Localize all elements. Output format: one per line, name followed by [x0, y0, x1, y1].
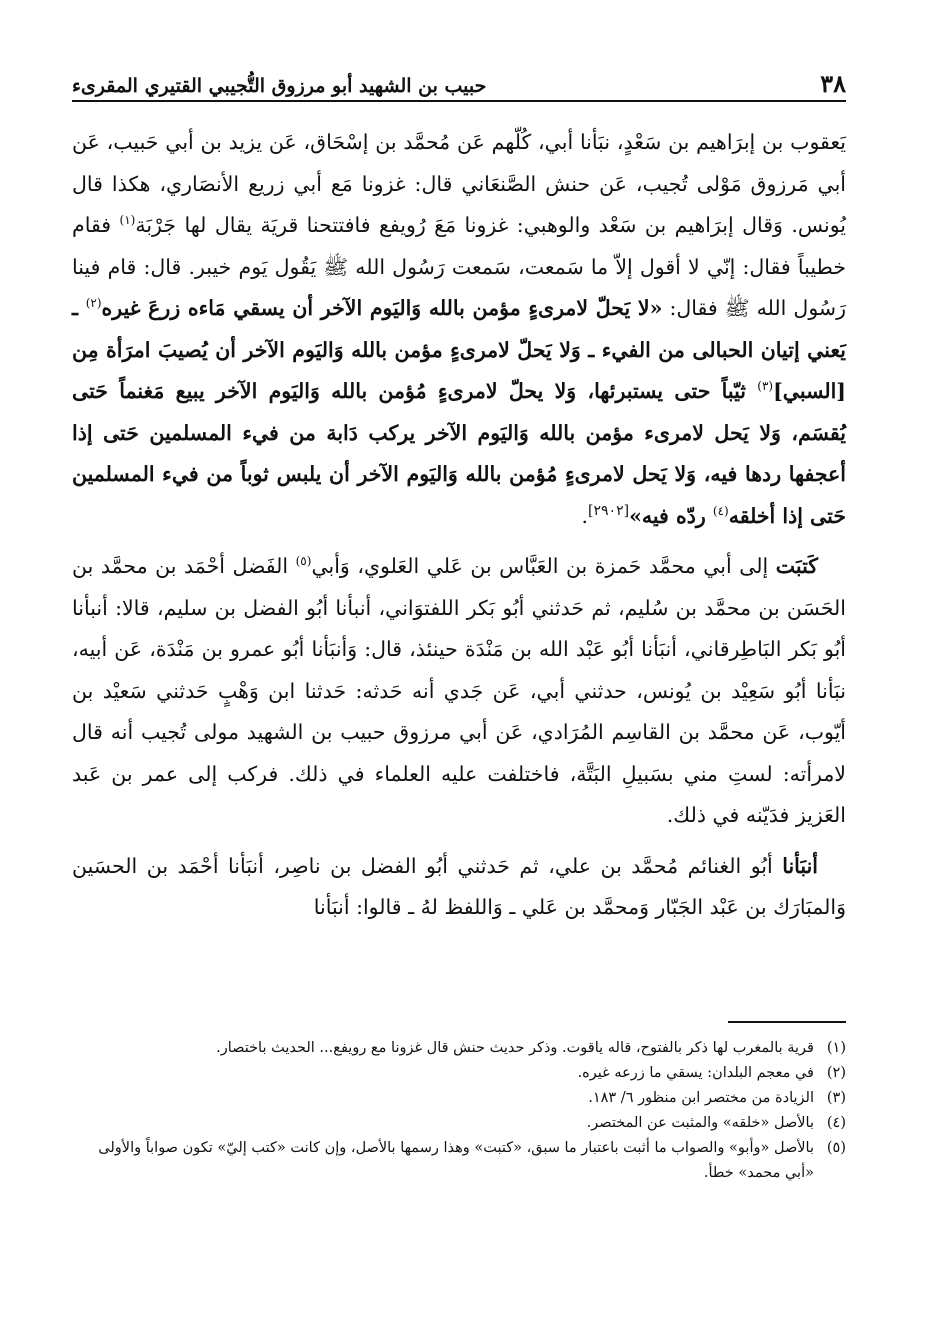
- footnote-number: (٥): [826, 1140, 846, 1156]
- running-title: حبيب بن الشهيد أبو مرزوق التُّجيبي القتيري المقرىء: [72, 75, 487, 97]
- footnote-text: الزيادة من مختصر ابن منظور ٦/ ١٨٣.: [588, 1090, 814, 1106]
- paragraph-text: أبُو الغنائم مُحمَّد بن علي، ثم حَدثني أبُو الفضل بن ناصِر، أنبَأنا أحْمَد بن الحسَين وَالمبَارَك بن عَبْد الجَبّار وَمحمَّد بن عَلي ـ وَاللفظ لهُ ـ قالوا: أنبَأنا: [72, 853, 846, 919]
- paragraph-hadith: [72, 122, 846, 537]
- paragraph-end: .: [581, 503, 589, 528]
- paragraph-text-continued: الفَضل أحْمَد بن محمَّد بن الحَسَن بن محمَّد بن سُليم، ثم حَدثني أبُو بَكر اللفتوَاني، أنبأنا أبُو الفضل بن سليم، قالا: أنبأنا أبُو بَكر البَاطِرقاني، أنبَأنا أبُو عَبْد الله بن مَنْدَة حينئذ، قال: وَأنبَأنا أبُو عمرو بن مَنْدَة، عَن أبيه، نبَأنا أبُو سَعِيْد بن يُونس، حدثني أبي، عَن جَدي أنه حَدثه: حَدثنا ابن وَهْبٍ حَدثني سَعيْد بن أيّوب، عَن محمَّد بن القاسِم المُرَادي، عَن أبي مرزوق حبيب بن الشهيد مولى تُجيب أنه قال لامرأته: لستِ مني بسَبيلِ البَتَّة، فاختلفت عليه العلماء في ذلك. فركب إلى عمر بن عَبد العَزيز فدَيّنه في ذلك.: [72, 554, 847, 827]
- hadith-text-part-3: ثيّباً حتى يستبرئها، وَلا يحلّ لامرىءٍ مُؤمن بالله وَاليَوم الآخر يبيع مَغنماً حَتى يُقسَم، وَلا يَحل لامرىء مؤمن بالله وَاليَوم الآخر يركب دَابة من فيء المسلمين حَتى إذا أعجفها ردها فيه، وَلا يَحل لامرىءٍ مُؤمن بالله وَاليَوم الآخر أن يلبس ثوباً من فيء المسلمين حَتى إذا أخلقه: [72, 379, 846, 528]
- footnote: [72, 1061, 846, 1086]
- footnote-marker-4: (٤): [712, 503, 729, 518]
- footnote-number: (٤): [826, 1115, 846, 1131]
- footnotes-list: [72, 1036, 846, 1186]
- footnote-text: قرية بالمغرب لها ذكر بالفتوح، قاله ياقوت. وذكر حديث حنش قال غزونا مع رويفع... الحديث باختصار.: [216, 1040, 814, 1056]
- footnote-number: (٢): [826, 1065, 846, 1081]
- main-text: [72, 122, 846, 929]
- paragraph-lead-word: كَتبَت: [775, 554, 819, 578]
- paragraph-lead-word: أنبَأنا: [782, 853, 818, 878]
- hadith-reference-number: [٢٩٠٢]: [588, 502, 630, 519]
- footnote-text: في معجم البلدان: يسقي ما زرعه غيره.: [577, 1065, 814, 1081]
- footnote-marker-3: (٣): [757, 379, 774, 394]
- footnote-marker-5: (٥): [295, 554, 312, 569]
- footnote: [72, 1111, 846, 1136]
- footnote-marker-2: (٢): [85, 296, 102, 311]
- narration-continued: فقام خطيباً فقال: إنّي لا أقول إلاّ ما سَمعت، سَمعت رَسُول الله ﷺ يَقُول يَوم خيبر. قال: قام فينا رَسُول الله ﷺ فقال:: [72, 213, 846, 320]
- footnote-text: بالأصل «خلقه» والمثبت عن المختصر.: [586, 1115, 814, 1131]
- footnote-text: بالأصل «وأبو» والصواب ما أثبت باعتبار ما سبق، «كتبت» وهذا رسمها بالأصل، وإن كانت «كتب إليّ» تكون صواباً والأولى «أبي محمد» خطأ.: [98, 1140, 814, 1181]
- footnote-marker-1: (١): [119, 213, 136, 228]
- running-header: [72, 58, 846, 102]
- footnote-number: (١): [826, 1040, 846, 1056]
- paragraph-katabat: [72, 546, 846, 837]
- page-number: ٣٨: [820, 69, 846, 98]
- hadith-text-part-4: ردّه فيه»: [629, 503, 713, 528]
- book-page: [72, 0, 846, 1335]
- paragraph-text: إلى أبي محمَّد حَمزة بن العَبَّاس بن عَلي العَلوي، وَأبي: [311, 554, 776, 578]
- footnote-number: (٣): [826, 1090, 846, 1106]
- narration-chain: يَعقوب بن إبرَاهيم بن سَعْدٍ، نبَأنا أبي، كُلّهم عَن مُحمَّد بن إسْحَاق، عَن يزيد بن أبي حَبيب، عَن أبي مَرزوق مَوْلى تُجيب، عَن حنش الصَّنعَاني قال: غزونا مَع أبي زريع الأنصَاري، هكذا قال يُونس. وَقال إبرَاهيم بن سَعْد والوهبي: غزونا مَعَ رُويفع فافتتحنا قريَة يقال لها جَرْبَة: [72, 130, 846, 237]
- hadith-text-part-2: ـ يَعني إتيان الحبالى من الفيء ـ وَلا يَحلّ لامرىءٍ مؤمن بالله وَاليَوم الآخر أن يُصيبَ امرَأة مِن [السبي]: [72, 296, 846, 403]
- footnote-separator: [728, 1021, 846, 1023]
- paragraph-anbana: [72, 846, 846, 929]
- footnote: [72, 1086, 846, 1111]
- hadith-text-part-1: «لا يَحلّ لامرىءٍ مؤمن بالله وَاليَوم الآخر أن يسقي مَاءه زرعَ غيره: [101, 296, 663, 320]
- footnote: [72, 1136, 846, 1186]
- footnote: [72, 1036, 846, 1061]
